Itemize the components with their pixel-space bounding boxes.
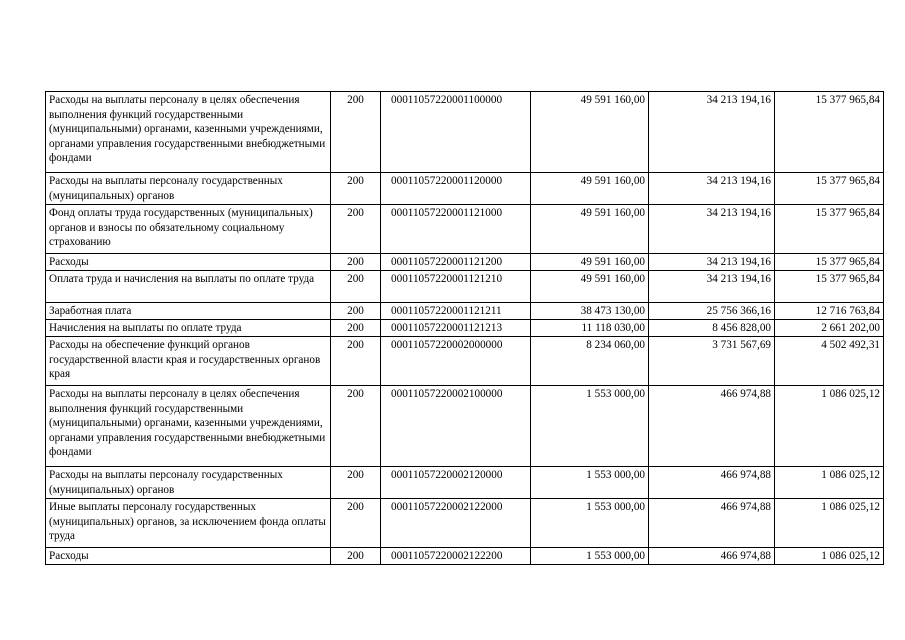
status-code-cell: 200 <box>331 271 381 303</box>
remainder-amount-cell: 15 377 965,84 <box>775 271 884 303</box>
remainder-amount-cell: 1 086 025,12 <box>775 499 884 548</box>
executed-amount-cell: 34 213 194,16 <box>649 92 775 173</box>
executed-amount-cell: 34 213 194,16 <box>649 205 775 254</box>
budget-execution-table <box>45 91 884 565</box>
expense-name-cell: Расходы <box>46 548 331 565</box>
remainder-amount-cell: 15 377 965,84 <box>775 254 884 271</box>
approved-amount-cell: 49 591 160,00 <box>531 205 649 254</box>
approved-amount-cell: 49 591 160,00 <box>531 92 649 173</box>
executed-amount-cell: 8 456 828,00 <box>649 320 775 337</box>
remainder-amount-cell: 15 377 965,84 <box>775 92 884 173</box>
remainder-amount-cell: 15 377 965,84 <box>775 205 884 254</box>
status-code-cell: 200 <box>331 205 381 254</box>
executed-amount-cell: 466 974,88 <box>649 499 775 548</box>
expense-name-cell: Расходы на выплаты персоналу государственных (муниципальных) органов <box>46 173 331 205</box>
executed-amount-cell: 34 213 194,16 <box>649 271 775 303</box>
approved-amount-cell: 49 591 160,00 <box>531 173 649 205</box>
approved-amount-cell: 38 473 130,00 <box>531 303 649 320</box>
approved-amount-cell: 49 591 160,00 <box>531 254 649 271</box>
table-row <box>46 173 884 205</box>
executed-amount-cell: 34 213 194,16 <box>649 173 775 205</box>
approved-amount-cell: 1 553 000,00 <box>531 548 649 565</box>
remainder-amount-cell: 2 661 202,00 <box>775 320 884 337</box>
budget-code-cell: 00011057220001121210 <box>381 271 531 303</box>
budget-code-cell: 00011057220001121000 <box>381 205 531 254</box>
status-code-cell: 200 <box>331 173 381 205</box>
budget-code-cell: 00011057220001100000 <box>381 92 531 173</box>
approved-amount-cell: 11 118 030,00 <box>531 320 649 337</box>
table-row <box>46 548 884 565</box>
table-row <box>46 271 884 303</box>
executed-amount-cell: 466 974,88 <box>649 386 775 467</box>
executed-amount-cell: 466 974,88 <box>649 548 775 565</box>
status-code-cell: 200 <box>331 499 381 548</box>
expense-name-cell: Расходы на обеспечение функций органов государственной власти края и государственных органов края <box>46 337 331 386</box>
status-code-cell: 200 <box>331 320 381 337</box>
budget-code-cell: 00011057220001121213 <box>381 320 531 337</box>
expense-name-cell: Расходы <box>46 254 331 271</box>
expense-name-cell: Расходы на выплаты персоналу в целях обеспечения выполнения функций государственными (муниципальными) органами, казенными учреждениями, органами управления государственными внебюджетными фондами <box>46 386 331 467</box>
table-row <box>46 499 884 548</box>
approved-amount-cell: 1 553 000,00 <box>531 386 649 467</box>
remainder-amount-cell: 15 377 965,84 <box>775 173 884 205</box>
approved-amount-cell: 1 553 000,00 <box>531 467 649 499</box>
expense-name-cell: Начисления на выплаты по оплате труда <box>46 320 331 337</box>
expense-name-cell: Расходы на выплаты персоналу государственных (муниципальных) органов <box>46 467 331 499</box>
expense-name-cell: Расходы на выплаты персоналу в целях обеспечения выполнения функций государственными (муниципальными) органами, казенными учреждениями, органами управления государственными внебюджетными фондами <box>46 92 331 173</box>
status-code-cell: 200 <box>331 254 381 271</box>
status-code-cell: 200 <box>331 337 381 386</box>
expense-name-cell: Фонд оплаты труда государственных (муниципальных) органов и взносы по обязательному социальному страхованию <box>46 205 331 254</box>
remainder-amount-cell: 1 086 025,12 <box>775 467 884 499</box>
remainder-amount-cell: 4 502 492,31 <box>775 337 884 386</box>
budget-code-cell: 00011057220002100000 <box>381 386 531 467</box>
budget-code-cell: 00011057220002120000 <box>381 467 531 499</box>
status-code-cell: 200 <box>331 548 381 565</box>
status-code-cell: 200 <box>331 303 381 320</box>
approved-amount-cell: 49 591 160,00 <box>531 271 649 303</box>
expense-name-cell: Иные выплаты персоналу государственных (муниципальных) органов, за исключением фонда оплаты труда <box>46 499 331 548</box>
budget-code-cell: 00011057220002122200 <box>381 548 531 565</box>
status-code-cell: 200 <box>331 386 381 467</box>
table-row <box>46 254 884 271</box>
approved-amount-cell: 1 553 000,00 <box>531 499 649 548</box>
remainder-amount-cell: 12 716 763,84 <box>775 303 884 320</box>
table-body <box>46 92 884 565</box>
table-row <box>46 205 884 254</box>
expense-name-cell: Оплата труда и начисления на выплаты по оплате труда <box>46 271 331 303</box>
budget-code-cell: 00011057220002000000 <box>381 337 531 386</box>
remainder-amount-cell: 1 086 025,12 <box>775 386 884 467</box>
executed-amount-cell: 25 756 366,16 <box>649 303 775 320</box>
table-row <box>46 467 884 499</box>
approved-amount-cell: 8 234 060,00 <box>531 337 649 386</box>
budget-code-cell: 00011057220002122000 <box>381 499 531 548</box>
table-row <box>46 386 884 467</box>
table-row <box>46 337 884 386</box>
remainder-amount-cell: 1 086 025,12 <box>775 548 884 565</box>
status-code-cell: 200 <box>331 467 381 499</box>
table-row <box>46 303 884 320</box>
executed-amount-cell: 3 731 567,69 <box>649 337 775 386</box>
status-code-cell: 200 <box>331 92 381 173</box>
executed-amount-cell: 34 213 194,16 <box>649 254 775 271</box>
executed-amount-cell: 466 974,88 <box>649 467 775 499</box>
table-row <box>46 92 884 173</box>
budget-code-cell: 00011057220001121211 <box>381 303 531 320</box>
table-row <box>46 320 884 337</box>
budget-code-cell: 00011057220001121200 <box>381 254 531 271</box>
expense-name-cell: Заработная плата <box>46 303 331 320</box>
budget-code-cell: 00011057220001120000 <box>381 173 531 205</box>
